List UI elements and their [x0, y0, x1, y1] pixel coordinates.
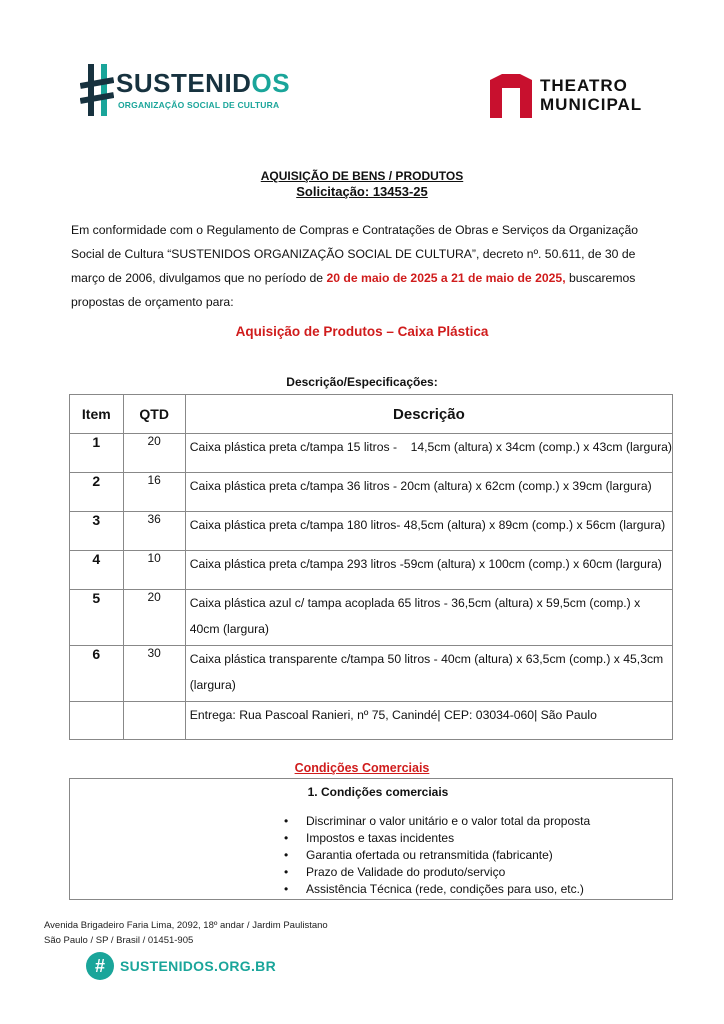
cell-qtd: 20 — [123, 590, 185, 646]
intro-line-4: propostas de orçamento para: — [71, 295, 234, 309]
subject-heading: Aquisição de Produtos – Caixa Plástica — [235, 324, 489, 339]
sustenidos-subtitle: ORGANIZAÇÃO SOCIAL DE CULTURA — [118, 100, 280, 110]
table-row — [70, 590, 673, 646]
cell-qtd: 16 — [123, 473, 185, 512]
delivery-address: Entrega: Rua Pascoal Ranieri, nº 75, Canindé| CEP: 03034-060| São Paulo — [185, 702, 672, 740]
footer-address-line-2: São Paulo / SP / Brasil / 01451-905 — [44, 935, 194, 946]
table-row — [70, 646, 673, 702]
cell-qtd: 30 — [123, 646, 185, 702]
table-row — [70, 473, 673, 512]
list-item: • Discriminar o valor unitário e o valor total da proposta — [284, 813, 590, 830]
intro-paragraph — [71, 218, 661, 314]
delivery-row — [70, 702, 673, 740]
cell-empty — [70, 702, 124, 740]
cell-description: Caixa plástica preta c/tampa 36 litros - 20cm (altura) x 62cm (comp.) x 39cm (largura) — [185, 473, 672, 512]
header-item: Item — [70, 395, 124, 434]
sustenidos-hash-icon — [80, 64, 114, 116]
header-qtd: QTD — [123, 395, 185, 434]
theatro-municipal-logo — [490, 72, 660, 122]
request-number: Solicitação: 13453-25 — [296, 184, 428, 199]
cell-item: 5 — [70, 590, 124, 646]
list-item: • Prazo de Validade do produto/serviço — [284, 864, 590, 881]
commercial-subtitle: 1. Condições comerciais — [307, 785, 449, 799]
intro-line-1: Em conformidade com o Regulamento de Compras e Contratações de Obras e Serviços da Organização — [71, 223, 639, 237]
sustenidos-logo — [80, 64, 291, 120]
list-item: • Garantia ofertada ou retransmitida (fabricante) — [284, 847, 590, 864]
footer-address-line-1: Avenida Brigadeiro Faria Lima, 2092, 18º andar / Jardim Paulistano — [44, 920, 328, 931]
commercial-title: Condições Comerciais — [294, 761, 430, 775]
cell-description: Caixa plástica azul c/ tampa acoplada 65 litros - 36,5cm (altura) x 59,5cm (comp.) x 40cm (largura) — [185, 590, 672, 646]
cell-item: 3 — [70, 512, 124, 551]
cell-item: 4 — [70, 551, 124, 590]
table-row — [70, 512, 673, 551]
list-item: • Impostos e taxas incidentes — [284, 830, 590, 847]
website-link[interactable]: SUSTENIDOS.ORG.BR — [120, 958, 277, 974]
table-row — [70, 551, 673, 590]
theatro-line1: THEATRO — [540, 76, 628, 95]
cell-item: 2 — [70, 473, 124, 512]
theatro-line2: MUNICIPAL — [540, 95, 643, 114]
cell-qtd: 20 — [123, 434, 185, 473]
cell-item: 6 — [70, 646, 124, 702]
cell-empty — [123, 702, 185, 740]
sustenidos-wordmark: SUSTENIDOS — [116, 68, 291, 98]
commercial-list — [284, 813, 590, 898]
sustenidos-hash-icon: # — [86, 952, 114, 980]
footer-website[interactable] — [86, 952, 286, 982]
cell-description: Caixa plástica preta c/tampa 15 litros - 14,5cm (altura) x 34cm (comp.) x 43cm (largura) — [185, 434, 672, 473]
cell-description: Caixa plástica transparente c/tampa 50 litros - 40cm (altura) x 63,5cm (comp.) x 45,3cm (largura) — [185, 646, 672, 702]
commercial-box — [69, 778, 673, 900]
cell-item: 1 — [70, 434, 124, 473]
intro-line-3: março de 2006, divulgamos que no período de 20 de maio de 2025 a 21 de maio de 2025, buscaremos — [71, 271, 636, 285]
spec-heading: Descrição/Especificações: — [286, 375, 438, 389]
list-item: • Assistência Técnica (rede, condições para uso, etc.) — [284, 881, 590, 898]
period-highlight: 20 de maio de 2025 a 21 de maio de 2025, — [326, 271, 566, 285]
cell-qtd: 36 — [123, 512, 185, 551]
document-title: AQUISIÇÃO DE BENS / PRODUTOS — [260, 169, 464, 183]
intro-line-2: Social de Cultura “SUSTENIDOS ORGANIZAÇÃO SOCIAL DE CULTURA”, decreto nº. 50.611, de 30 de — [71, 247, 636, 261]
header-description: Descrição — [185, 395, 672, 434]
theatro-arch-icon — [490, 74, 532, 118]
cell-description: Caixa plástica preta c/tampa 293 litros -59cm (altura) x 100cm (comp.) x 60cm (largura) — [185, 551, 672, 590]
table-header-row — [70, 395, 673, 434]
table-row — [70, 434, 673, 473]
cell-qtd: 10 — [123, 551, 185, 590]
cell-description: Caixa plástica preta c/tampa 180 litros- 48,5cm (altura) x 89cm (comp.) x 56cm (largura) — [185, 512, 672, 551]
items-table — [69, 394, 673, 740]
